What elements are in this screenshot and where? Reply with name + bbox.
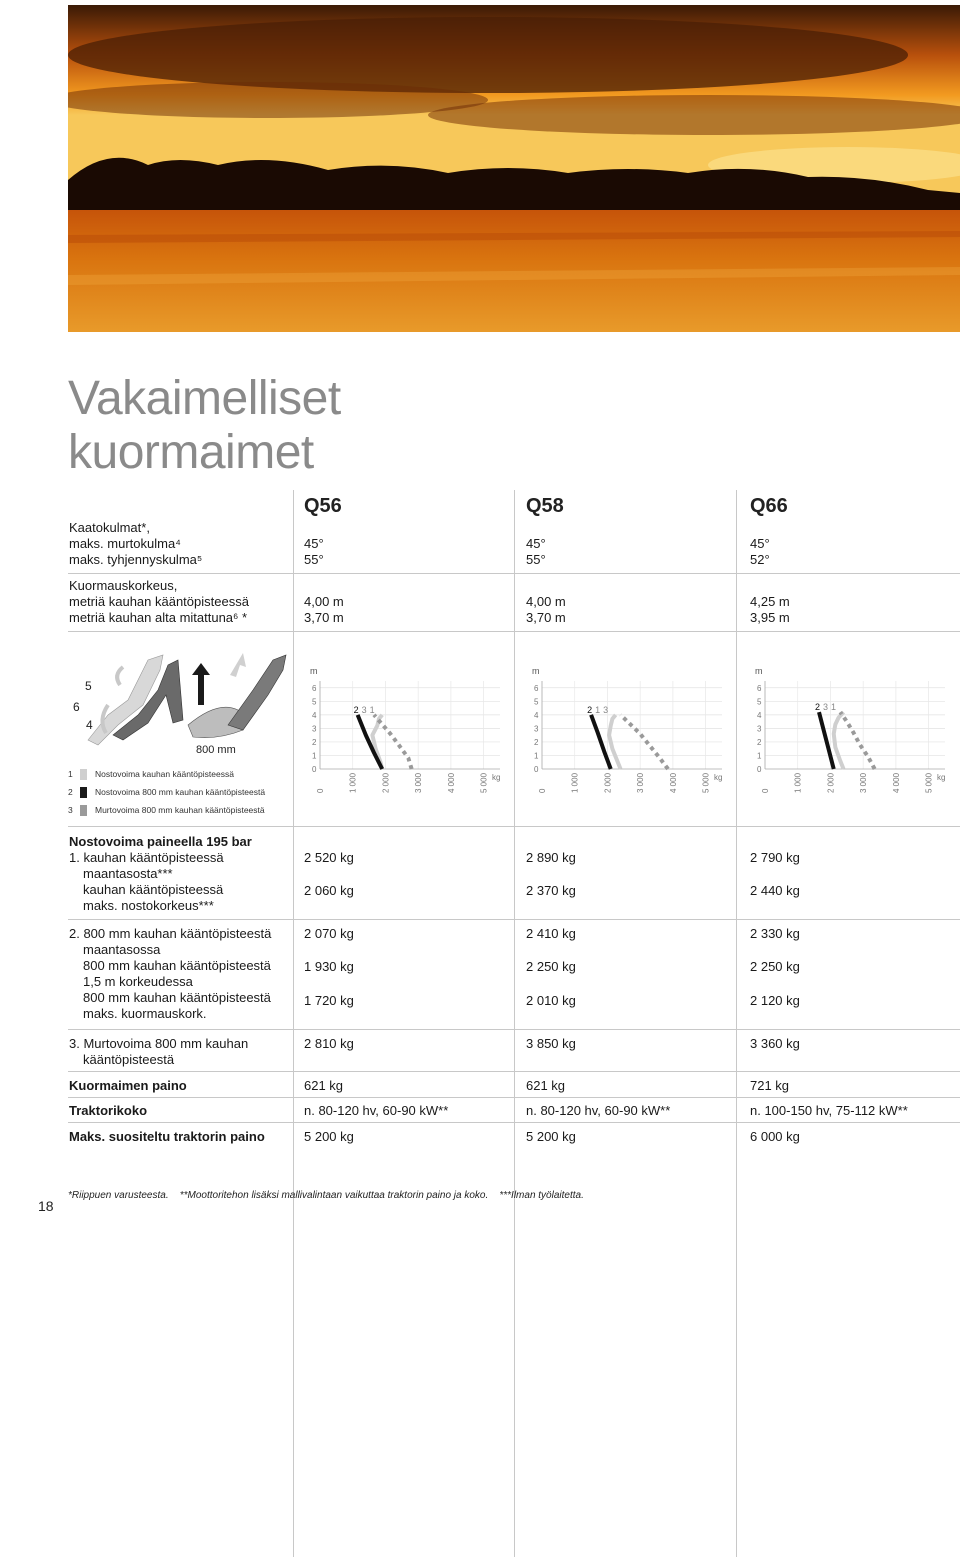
x-tick-label: 2 000 [603, 772, 613, 793]
y-tick-label: 1 [312, 751, 317, 761]
x-tick-label: 5 000 [701, 772, 711, 793]
tractor-weight-q56: 5 200 kg [304, 1129, 354, 1144]
x-tick-label: 2 000 [381, 772, 391, 793]
divider [68, 1029, 960, 1030]
divider [68, 919, 960, 920]
page-number: 18 [38, 1198, 54, 1214]
y-tick-label: 2 [757, 737, 762, 747]
y-unit-label: m [755, 666, 763, 676]
y-tick-label: 0 [312, 765, 317, 774]
x-tick-label: 0 [538, 788, 547, 793]
column-separator [514, 490, 515, 1557]
y-unit-label: m [532, 666, 540, 676]
y-unit-label: m [310, 666, 318, 676]
lift-group2-q58-c: 2 010 kg [526, 993, 576, 1008]
column-separator [293, 490, 294, 1557]
angles-q58: 45° 55° [526, 536, 546, 567]
legend-swatch-1 [80, 769, 87, 780]
tractor-weight-q66: 6 000 kg [750, 1129, 800, 1144]
lift-group1-q58: 2 890 kg [526, 850, 576, 865]
lift-group2-label: 2. 800 mm kauhan kääntöpisteestä maantasossa 800 mm kauhan kääntöpisteestä 1,5 m korkeudessa 800 mm kauhan kääntöpisteestä maks. kuormauskork. [69, 926, 272, 1021]
y-tick-label: 2 [534, 737, 539, 747]
angles-label: Kaatokulmat*, maks. murtokulma⁴ maks. tyhjennyskulma⁵ [69, 520, 203, 567]
model-header-q66: Q66 [750, 495, 788, 517]
divider [68, 573, 960, 574]
divider [68, 1071, 960, 1072]
tractor-size-label: Traktorikoko [69, 1103, 148, 1118]
x-tick-label: 0 [761, 788, 770, 793]
lift-group3-label: 3. Murtovoima 800 mm kauhan kääntöpisteestä [69, 1036, 249, 1067]
curve-label: 2 [815, 702, 821, 713]
tractor-weight-q58: 5 200 kg [526, 1129, 576, 1144]
y-tick-label: 6 [312, 683, 317, 693]
loading-height-q66: 4,25 m 3,95 m [750, 594, 790, 625]
column-separator [736, 490, 737, 1557]
curve-label: 2 [353, 704, 359, 715]
hero-photo [68, 5, 960, 332]
y-tick-label: 2 [312, 737, 317, 747]
lift-group2-q56-c: 1 720 kg [304, 993, 354, 1008]
x-tick-label: 4 000 [446, 772, 456, 793]
curve-label: 3 [823, 702, 829, 713]
curve-label: 3 [361, 704, 367, 715]
divider [68, 631, 960, 632]
lift-group1-q56: 2 520 kg [304, 850, 354, 865]
y-tick-label: 4 [312, 710, 317, 720]
legend-item-2: 2 Nostovoima 800 mm kauhan kääntöpisteestä [68, 787, 266, 797]
lift-group2-q66-a: 2 330 kg [750, 926, 800, 941]
y-tick-label: 3 [757, 724, 762, 734]
legend-item-3: 3 Murtovoima 800 mm kauhan kääntöpisteestä [68, 805, 265, 815]
y-tick-label: 6 [757, 683, 762, 693]
lift-group2-q56-a: 2 070 kg [304, 926, 354, 941]
divider [68, 826, 960, 827]
x-tick-label: 3 000 [414, 772, 424, 793]
diagram-label-6: 6 [73, 700, 80, 714]
curve-label: 1 [595, 704, 601, 715]
angles-q66: 45° 52° [750, 536, 770, 567]
y-tick-label: 3 [312, 724, 317, 734]
page-title: Vakaimelliset kuormaimet [68, 372, 341, 479]
x-tick-label: 3 000 [636, 772, 646, 793]
tractor-size-q56: n. 80-120 hv, 60-90 kW** [304, 1103, 449, 1118]
legend-item-1: 1 Nostovoima kauhan kääntöpisteessä [68, 769, 234, 779]
y-tick-label: 0 [534, 765, 539, 774]
series-line-1 [834, 712, 844, 769]
curve-label: 1 [831, 702, 837, 713]
divider [68, 1097, 960, 1098]
footnotes: *Riippuen varusteesta. **Moottoritehon lisäksi mallivalintaan vaikuttaa traktorin paino ja koko. ***Ilman työlaitetta. [68, 1190, 584, 1201]
x-unit-label: kg [714, 773, 723, 782]
x-tick-label: 4 000 [668, 772, 678, 793]
loading-height-q56: 4,00 m 3,70 m [304, 594, 344, 625]
lift-group2-q66-c: 2 120 kg [750, 993, 800, 1008]
y-tick-label: 3 [534, 724, 539, 734]
y-tick-label: 4 [757, 710, 762, 720]
legend-swatch-3 [80, 805, 87, 816]
lift-header: Nostovoima paineella 195 bar [69, 834, 252, 849]
series-line-2 [819, 712, 834, 769]
chart-q56 [300, 665, 510, 810]
lift-group2-q58-b: 2 250 kg [526, 959, 576, 974]
loading-height-label: Kuormauskorkeus, metriä kauhan kääntöpisteessä metriä kauhan alta mitattuna⁶ * [69, 578, 249, 625]
y-tick-label: 6 [534, 683, 539, 693]
y-tick-label: 0 [757, 765, 762, 774]
x-unit-label: kg [937, 773, 946, 782]
y-tick-label: 1 [534, 751, 539, 761]
x-tick-label: 0 [316, 788, 325, 793]
lift-group2-q66-b: 2 250 kg [750, 959, 800, 974]
y-tick-label: 4 [534, 710, 539, 720]
lift-group3-q56: 2 810 kg [304, 1036, 354, 1051]
weight-q66: 721 kg [750, 1078, 790, 1093]
curve-label: 3 [603, 704, 609, 715]
series-line-3 [840, 712, 874, 769]
x-tick-label: 5 000 [924, 772, 934, 793]
model-header-q58: Q58 [526, 495, 564, 517]
legend-swatch-2 [80, 787, 87, 798]
lift-group1-q66-max: 2 440 kg [750, 883, 800, 898]
lift-group2-q56-b: 1 930 kg [304, 959, 354, 974]
curve-label: 2 [587, 704, 593, 715]
loader-diagram [68, 645, 293, 760]
model-header-q56: Q56 [304, 495, 342, 517]
lift-group1-label: 1. kauhan kääntöpisteessä maantasosta*** kauhan kääntöpisteessä maks. nostokorkeus*** [69, 850, 224, 913]
lift-group3-q58: 3 850 kg [526, 1036, 576, 1051]
weight-label: Kuormaimen paino [69, 1078, 187, 1093]
tractor-weight-label: Maks. suositeltu traktorin paino [69, 1129, 265, 1144]
lift-group2-q58-a: 2 410 kg [526, 926, 576, 941]
y-tick-label: 5 [312, 697, 317, 707]
loading-height-q58: 4,00 m 3,70 m [526, 594, 566, 625]
angles-q56: 45° 55° [304, 536, 324, 567]
lift-group1-q66: 2 790 kg [750, 850, 800, 865]
x-tick-label: 1 000 [570, 772, 580, 793]
lift-group3-q66: 3 360 kg [750, 1036, 800, 1051]
x-tick-label: 1 000 [348, 772, 358, 793]
diagram-label-800mm: 800 mm [196, 744, 236, 756]
diagram-label-4: 4 [86, 718, 93, 732]
y-tick-label: 5 [757, 697, 762, 707]
x-tick-label: 2 000 [826, 772, 836, 793]
chart-q66 [745, 665, 955, 810]
diagram-label-5: 5 [85, 679, 92, 693]
x-tick-label: 4 000 [891, 772, 901, 793]
divider [68, 1122, 960, 1123]
curve-label: 1 [369, 704, 375, 715]
weight-q56: 621 kg [304, 1078, 344, 1093]
tractor-size-q58: n. 80-120 hv, 60-90 kW** [526, 1103, 671, 1118]
chart-q58 [522, 665, 732, 810]
x-tick-label: 5 000 [479, 772, 489, 793]
lift-group1-q58-max: 2 370 kg [526, 883, 576, 898]
lift-group1-q56-max: 2 060 kg [304, 883, 354, 898]
y-tick-label: 1 [757, 751, 762, 761]
weight-q58: 621 kg [526, 1078, 566, 1093]
x-tick-label: 1 000 [793, 772, 803, 793]
x-unit-label: kg [492, 773, 501, 782]
y-tick-label: 5 [534, 697, 539, 707]
tractor-size-q66: n. 100-150 hv, 75-112 kW** [750, 1103, 908, 1118]
x-tick-label: 3 000 [859, 772, 869, 793]
